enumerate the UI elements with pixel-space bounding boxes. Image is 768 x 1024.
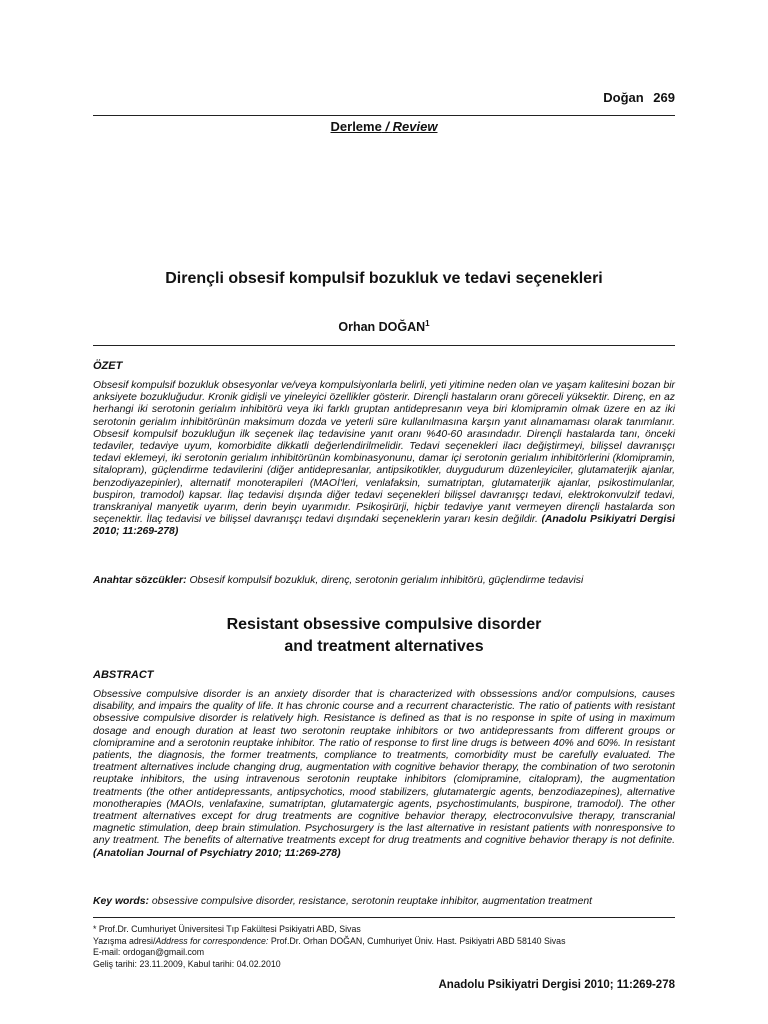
author-rule	[93, 345, 675, 346]
corr-label-en: Address for correspondence:	[155, 935, 269, 946]
anahtar-sozcukler	[93, 575, 675, 586]
footnote-correspondence	[93, 936, 693, 948]
keywords-label: Key words:	[93, 896, 150, 907]
title-en-line-1: Resistant obsessive compulsive disorder	[226, 616, 542, 633]
anahtar-text: Obsesif kompulsif bozukluk, direnç, serotonin gerialım inhibitörü, güçlendirme tedavisi	[189, 575, 584, 586]
ozet-body	[93, 380, 675, 539]
abstract-text: Obsessive compulsive disorder is an anxiety disorder that is characterized with obssessions and/or compulsions, causes disability, and impairs the quality of life. It has chronic course and a recurrent characteristic. The ratio of patients with resistant obsessive compulsive disorder is relatively high. Resistance is defined as that is no response in spite of using in maximum dosage and enough duration at least two serotonin reuptake inhibitors or two antidepressants from different groups or clomipramine and a serotonin reuptake inhibitor. The ratio of response to first line drugs is between 40% and 60%. In resistant patients, the diagnosis, the former treatments, compliance to treatments, comorbidity must be carefully evaluated. The treatment alternatives include changing drug, augmentation with cognitive behavior therapy, the combination of two serotonin reuptake inhibitors, the using intravenous serotonin reuptake inhibitors (clomipramine, citalopram), the augmentation treatments (the other antidepressants, antipsychotics, mood stabilizers, glutamatergic agents, benzodiazepines), alternative monotherapies (MAOIs, venlafaxine, sumatriptan, glutamatergic agents, psychostimulants, buspirone, tramodol). The other treatment alternatives except for drug treatments are cognitive behavior therapy, electroconvulsive therapy, transcranial magnetic stimulation, deep brain stimulation. Psychosurgery is the last alternative in resistant patients with nonresponsive to any treatment. The benefits of alternative treatments except for drug treatments and cognitive behavior therapy is not definite.	[93, 689, 675, 847]
running-header: Doğan 269	[603, 90, 675, 105]
article-title-en	[93, 614, 675, 658]
keywords-text: obsessive compulsive disorder, resistance, serotonin reuptake inhibitor, augmentation treatment	[151, 896, 593, 907]
ozet-text: Obsesif kompulsif bozukluk obsesyonlar ve/veya kompulsiyonlarla belirli, yeti yitimine neden olan ve yaşam kalitesini bozan bir anksiyete bozukluğudur. Kronik gidişli ve yineleyici özellikler gösterir. Dirençli hastaların oranı göreceli yüksektir. Direnç, en az herhangi iki serotonin gerialım inhibitörü veya iki farklı gruptan antidepresanın veya biri klomipramin olmak üzere en az iki serotonin gerialım inhibitörünün maksimum dozda ve yeterli süre kullanılmasına karşın yanıt alınamaması olarak tanımlanır. Obsesif kompulsif bozukluğun ilk seçenek ilaç tedavisine yanıt oranı %40-60 arasındadır. Dirençli hastalarda tanı, önceki tedaviler, tedaviye uyum, komorbidite dikkatli değerlendirilmelidir. Tedavi seçenekleri ilacı değiştirmeyi, bilişsel davranışçı tedavi eklemeyi, iki serotonin gerialım inhibitörünün kombinasyonunu, damar içi serotonin gerialım inhibitörlerini (klomipramin, sitalopram), güçlendirme tedavilerini (diğer antidepresanlar, antipsikotikler, duygudurum düzenleyiciler, glutamaterjik ajanlar, benzodiyazepinler), alternatif monoterapileri (MAOİ'leri, venlafaksin, sumatriptan, glutamaterjik ajanlar, psikostimulanlar, buspiron, tramodol) kapsar. İlaç tedavisi dışında diğer tedavi seçenekleri bilişsel davranışçı tedavi, elektrokonvulzif tedavi, transkraniyal manyetik uyarım, derin beyin uyarımıdır. Psikoşirürji, hiçbir tedaviye yanıt vermeyen dirençli hastalarda son seçenektir. İlaç tedavisi ve bilişsel davranışçı tedavi dışındaki seçeneklerin yararı kesin değildir.	[93, 380, 675, 526]
corr-address: Prof.Dr. Orhan DOĞAN, Cumhuriyet Üniv. Hast. Psikiyatri ABD 58140 Sivas	[268, 935, 566, 946]
section-type-tr: Derleme	[330, 119, 382, 134]
section-type-en: Review	[392, 119, 438, 134]
footnote	[93, 924, 693, 970]
footnote-rule	[93, 917, 675, 918]
title-en-line-2: and treatment alternatives	[284, 638, 484, 655]
author-affiliation-mark: 1	[425, 319, 430, 328]
footnote-dates: Geliş tarihi: 23.11.2009, Kabul tarihi: 04.02.2010	[93, 958, 281, 969]
section-type-separator: /	[381, 119, 393, 134]
author-name: Orhan DOĞAN	[338, 320, 426, 335]
abstract-citation: (Anatolian Journal of Psychiatry 2010; 11:269-278)	[93, 847, 341, 859]
author	[93, 319, 675, 334]
header-rule	[93, 115, 675, 116]
ozet-citation: (Anadolu Psikiyatri Dergisi 2010; 11:269-278)	[93, 514, 676, 538]
anahtar-label: Anahtar sözcükler:	[93, 575, 187, 586]
footer-journal-citation: Anadolu Psikiyatri Dergisi 2010; 11:269-278	[438, 979, 675, 991]
section-type	[93, 119, 675, 134]
abstract-body	[93, 689, 675, 860]
key-words	[93, 896, 675, 907]
footnote-email: E-mail: ordogan@gmail.com	[93, 947, 205, 957]
footnote-affiliation: * Prof.Dr. Cumhuriyet Üniversitesi Tıp Fakültesi Psikiyatri ABD, Sivas	[93, 924, 361, 934]
corr-label-tr: Yazışma adresi/	[93, 935, 156, 946]
abstract-heading: ABSTRACT	[93, 669, 154, 681]
article-title-tr: Dirençli obsesif kompulsif bozukluk ve tedavi seçenekleri	[165, 270, 603, 287]
ozet-heading: ÖZET	[93, 360, 123, 372]
